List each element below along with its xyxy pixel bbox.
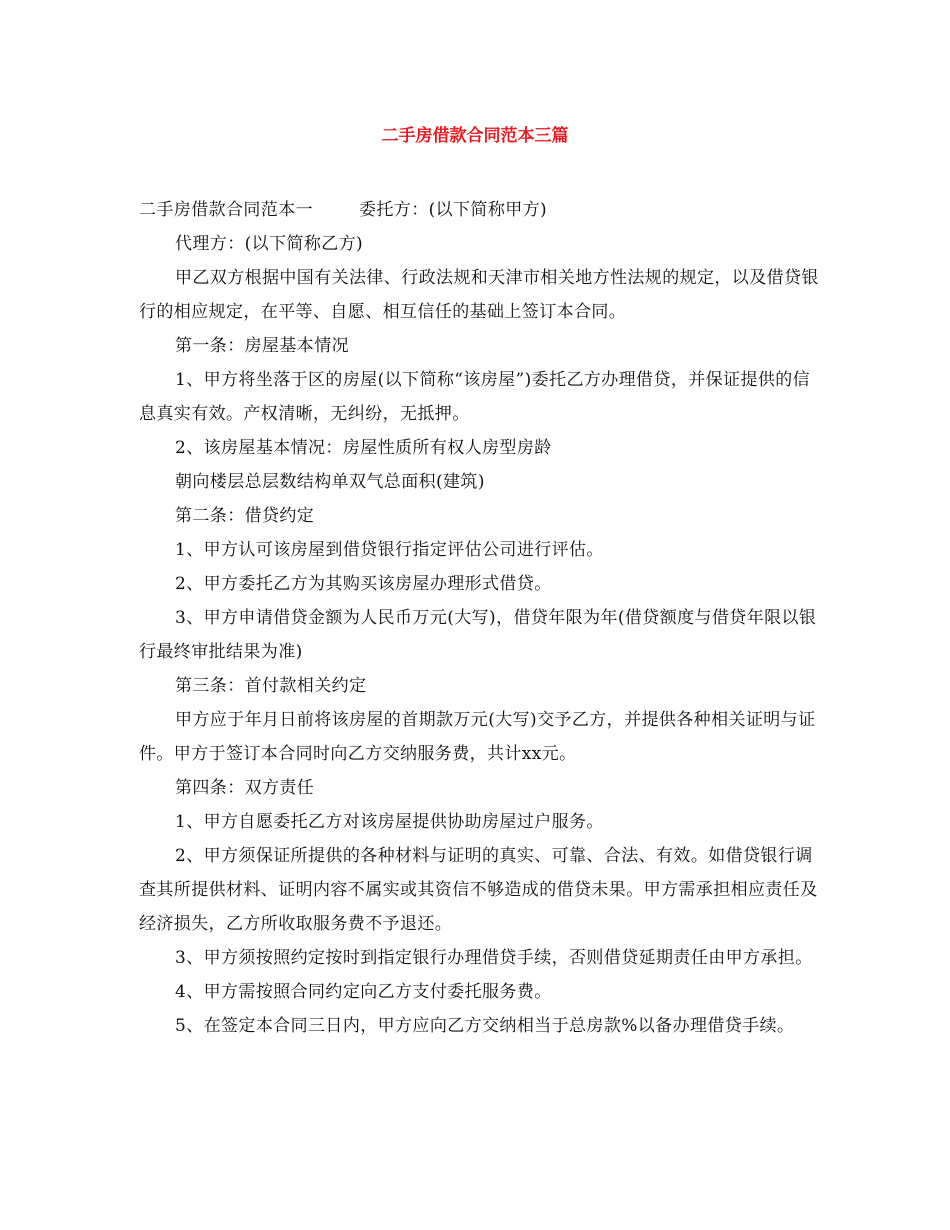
article-4-clause-4: 4、甲方需按照合同约定向乙方支付委托服务费。 bbox=[175, 982, 552, 1002]
article-2-heading: 第二条：借贷约定 bbox=[175, 506, 315, 526]
article-2-clause-1: 1、甲方认可该房屋到借贷银行指定评估公司进行评估。 bbox=[175, 540, 604, 560]
article-4-clause-2: 2、甲方须保证所提供的各种材料与证明的真实、可靠、合法、有效。如借贷银行调查其所提供材料、证明内容不属实或其资信不够造成的借贷未果。甲方需承担相应责任及经济损失，乙方所收取服务费不予退还。 bbox=[139, 846, 818, 934]
section-heading: 二手房借款合同范本一 bbox=[139, 200, 313, 220]
article-2-clause-3: 3、甲方申请借贷金额为人民币万元(大写)，借贷年限为年(借贷额度与借贷年限以银行最终审批结果为准) bbox=[139, 608, 817, 662]
article-4-clause-1: 1、甲方自愿委托乙方对该房屋提供协助房屋过户服务。 bbox=[175, 812, 604, 832]
article-1-clause-1: 1、甲方将坐落于区的房屋(以下简称“该房屋”)委托乙方办理借贷，并保证提供的信息真实有效。产权清晰，无纠纷，无抵押。 bbox=[139, 370, 811, 424]
first-line bbox=[139, 193, 824, 227]
party-a-line: 委托方：(以下简称甲方) bbox=[359, 200, 548, 220]
document-title: 二手房借款合同范本三篇 bbox=[381, 126, 569, 146]
document-body bbox=[139, 193, 824, 1043]
article-4-clause-3: 3、甲方须按照约定按时到指定银行办理借贷手续，否则借贷延期责任由甲方承担。 bbox=[175, 948, 813, 968]
article-1-heading: 第一条：房屋基本情况 bbox=[175, 336, 349, 356]
article-3-heading: 第三条：首付款相关约定 bbox=[175, 676, 367, 696]
article-1-clause-2-cont: 朝向楼层总层数结构单双气总面积(建筑) bbox=[175, 472, 485, 492]
article-4-heading: 第四条：双方责任 bbox=[175, 778, 315, 798]
article-4-clause-5: 5、在签定本合同三日内，甲方应向乙方交纳相当于总房款%以备办理借贷手续。 bbox=[175, 1016, 795, 1036]
article-3-clause-1: 甲方应于年月日前将该房屋的首期款万元(大写)交予乙方，并提供各种相关证明与证件。甲方于签订本合同时向乙方交纳服务费，共计xx元。 bbox=[139, 710, 816, 764]
paragraph-preamble: 甲乙双方根据中国有关法律、行政法规和天津市相关地方性法规的规定，以及借贷银行的相应规定，在平等、自愿、相互信任的基础上签订本合同。 bbox=[139, 268, 819, 322]
article-2-clause-2: 2、甲方委托乙方为其购买该房屋办理形式借贷。 bbox=[175, 574, 552, 594]
article-1-clause-2: 2、该房屋基本情况：房屋性质所有权人房型房龄 bbox=[175, 438, 552, 458]
paragraph-party-b: 代理方：(以下简称乙方) bbox=[175, 234, 364, 254]
